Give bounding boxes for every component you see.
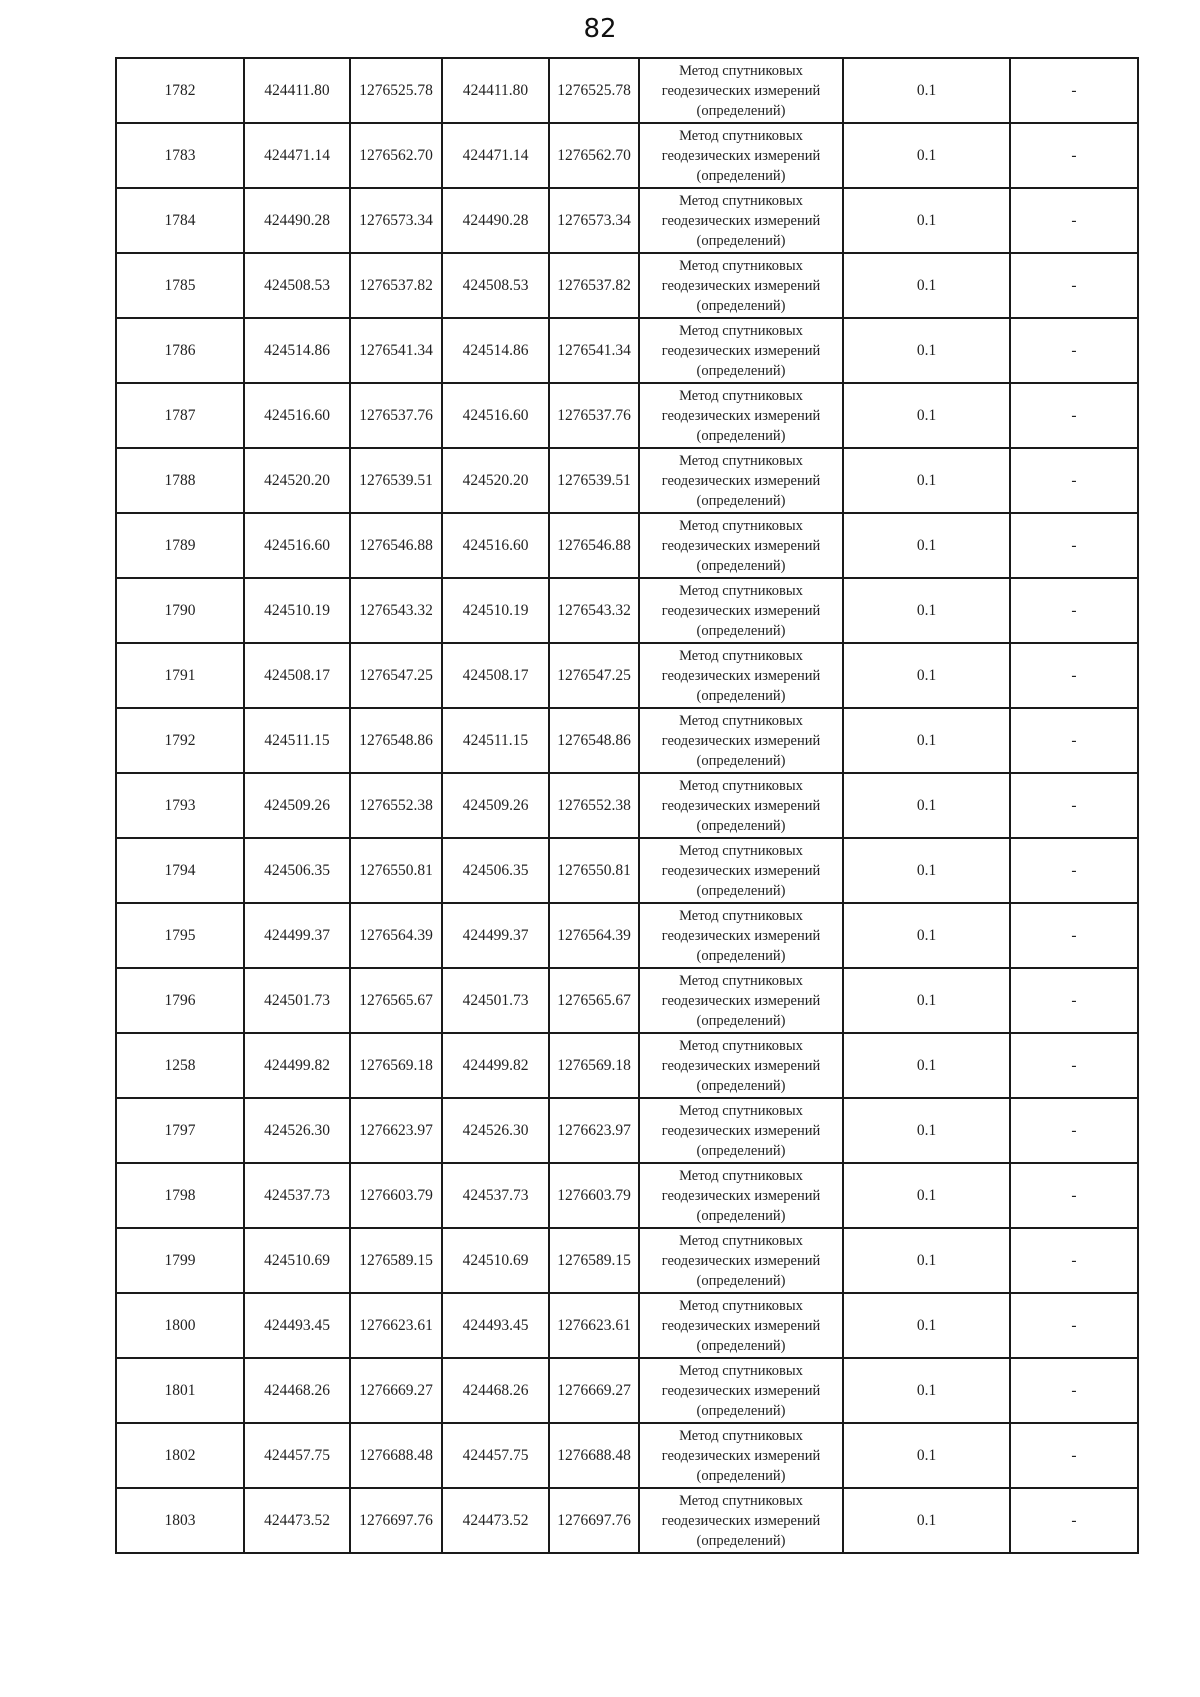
new-y-cell: 1276541.34	[549, 318, 639, 383]
table-row	[116, 903, 1138, 968]
description-cell: -	[1010, 188, 1138, 253]
existing-x-cell: 424510.19	[244, 578, 350, 643]
method-cell	[639, 708, 843, 773]
method-line: Метод спутниковых	[679, 1297, 803, 1314]
method-cell	[639, 58, 843, 123]
point-number-cell: 1799	[116, 1228, 244, 1293]
new-x-cell: 424457.75	[442, 1423, 549, 1488]
method-line: Метод спутниковых	[679, 387, 803, 404]
new-x-cell: 424520.20	[442, 448, 549, 513]
method-line: Метод спутниковых	[679, 62, 803, 79]
method-line: (определений)	[696, 232, 786, 249]
method-cell	[639, 1033, 843, 1098]
point-number-cell: 1791	[116, 643, 244, 708]
description-cell: -	[1010, 58, 1138, 123]
method-cell	[639, 968, 843, 1033]
point-number-cell: 1801	[116, 1358, 244, 1423]
method-cell	[639, 1098, 843, 1163]
description-cell: -	[1010, 578, 1138, 643]
point-number-cell: 1792	[116, 708, 244, 773]
point-number-cell: 1795	[116, 903, 244, 968]
new-y-cell: 1276552.38	[549, 773, 639, 838]
existing-x-cell: 424457.75	[244, 1423, 350, 1488]
existing-y-cell: 1276550.81	[350, 838, 442, 903]
description-cell: -	[1010, 513, 1138, 578]
method-line: геодезических измерений	[661, 82, 821, 99]
method-line: Метод спутниковых	[679, 1362, 803, 1379]
accuracy-cell: 0.1	[843, 253, 1010, 318]
accuracy-cell: 0.1	[843, 383, 1010, 448]
description-cell: -	[1010, 838, 1138, 903]
accuracy-cell: 0.1	[843, 1293, 1010, 1358]
method-line: (определений)	[696, 167, 786, 184]
description-cell: -	[1010, 708, 1138, 773]
new-x-cell: 424499.37	[442, 903, 549, 968]
new-y-cell: 1276548.86	[549, 708, 639, 773]
method-line: геодезических измерений	[661, 1382, 821, 1399]
table-row	[116, 123, 1138, 188]
existing-x-cell: 424526.30	[244, 1098, 350, 1163]
method-line: геодезических измерений	[661, 472, 821, 489]
new-y-cell: 1276669.27	[549, 1358, 639, 1423]
method-line: (определений)	[696, 687, 786, 704]
table-row	[116, 1228, 1138, 1293]
description-cell: -	[1010, 903, 1138, 968]
table-row	[116, 1163, 1138, 1228]
new-x-cell: 424526.30	[442, 1098, 549, 1163]
point-number-cell: 1793	[116, 773, 244, 838]
table-row	[116, 643, 1138, 708]
page-number: 82	[583, 14, 617, 44]
point-number-cell: 1784	[116, 188, 244, 253]
point-number-cell: 1787	[116, 383, 244, 448]
description-cell: -	[1010, 318, 1138, 383]
accuracy-cell: 0.1	[843, 1358, 1010, 1423]
point-number-cell: 1794	[116, 838, 244, 903]
method-line: геодезических измерений	[661, 667, 821, 684]
method-line: Метод спутниковых	[679, 842, 803, 859]
method-line: геодезических измерений	[661, 212, 821, 229]
point-number-cell: 1802	[116, 1423, 244, 1488]
point-number-cell: 1786	[116, 318, 244, 383]
method-line: геодезических измерений	[661, 277, 821, 294]
method-line: геодезических измерений	[661, 147, 821, 164]
existing-x-cell: 424520.20	[244, 448, 350, 513]
new-x-cell: 424508.17	[442, 643, 549, 708]
point-number-cell: 1798	[116, 1163, 244, 1228]
description-cell: -	[1010, 448, 1138, 513]
existing-x-cell: 424473.52	[244, 1488, 350, 1553]
method-line: (определений)	[696, 622, 786, 639]
existing-y-cell: 1276541.34	[350, 318, 442, 383]
method-line: геодезических измерений	[661, 797, 821, 814]
existing-y-cell: 1276565.67	[350, 968, 442, 1033]
method-cell	[639, 448, 843, 513]
method-line: геодезических измерений	[661, 1512, 821, 1529]
method-line: Метод спутниковых	[679, 777, 803, 794]
method-line: Метод спутниковых	[679, 712, 803, 729]
new-y-cell: 1276547.25	[549, 643, 639, 708]
point-number-cell: 1797	[116, 1098, 244, 1163]
existing-x-cell: 424516.60	[244, 383, 350, 448]
accuracy-cell: 0.1	[843, 513, 1010, 578]
method-cell	[639, 1423, 843, 1488]
table-row	[116, 773, 1138, 838]
new-x-cell: 424468.26	[442, 1358, 549, 1423]
method-line: Метод спутниковых	[679, 322, 803, 339]
new-x-cell: 424508.53	[442, 253, 549, 318]
method-line: (определений)	[696, 427, 786, 444]
new-y-cell: 1276565.67	[549, 968, 639, 1033]
existing-y-cell: 1276525.78	[350, 58, 442, 123]
table-row	[116, 188, 1138, 253]
existing-x-cell: 424509.26	[244, 773, 350, 838]
method-cell	[639, 1358, 843, 1423]
method-line: геодезических измерений	[661, 1057, 821, 1074]
description-cell: -	[1010, 383, 1138, 448]
existing-x-cell: 424506.35	[244, 838, 350, 903]
description-cell: -	[1010, 1423, 1138, 1488]
new-y-cell: 1276537.76	[549, 383, 639, 448]
method-line: Метод спутниковых	[679, 1492, 803, 1509]
table-row	[116, 58, 1138, 123]
method-cell	[639, 188, 843, 253]
existing-y-cell: 1276697.76	[350, 1488, 442, 1553]
method-line: Метод спутниковых	[679, 192, 803, 209]
new-y-cell: 1276546.88	[549, 513, 639, 578]
method-line: геодезических измерений	[661, 602, 821, 619]
new-y-cell: 1276543.32	[549, 578, 639, 643]
method-line: (определений)	[696, 1467, 786, 1484]
existing-x-cell: 424514.86	[244, 318, 350, 383]
accuracy-cell: 0.1	[843, 1488, 1010, 1553]
method-line: (определений)	[696, 1402, 786, 1419]
accuracy-cell: 0.1	[843, 903, 1010, 968]
method-line: (определений)	[696, 557, 786, 574]
point-number-cell: 1800	[116, 1293, 244, 1358]
accuracy-cell: 0.1	[843, 838, 1010, 903]
method-line: (определений)	[696, 1207, 786, 1224]
table-body	[116, 58, 1138, 1553]
description-cell: -	[1010, 1488, 1138, 1553]
existing-y-cell: 1276537.82	[350, 253, 442, 318]
method-line: геодезических измерений	[661, 342, 821, 359]
description-cell: -	[1010, 1358, 1138, 1423]
new-x-cell: 424516.60	[442, 513, 549, 578]
point-number-cell: 1785	[116, 253, 244, 318]
existing-x-cell: 424516.60	[244, 513, 350, 578]
accuracy-cell: 0.1	[843, 123, 1010, 188]
point-number-cell: 1803	[116, 1488, 244, 1553]
table-row	[116, 318, 1138, 383]
existing-y-cell: 1276543.32	[350, 578, 442, 643]
method-line: (определений)	[696, 1077, 786, 1094]
existing-x-cell: 424468.26	[244, 1358, 350, 1423]
table-row	[116, 708, 1138, 773]
method-cell	[639, 1228, 843, 1293]
table-row	[116, 1098, 1138, 1163]
method-cell	[639, 253, 843, 318]
description-cell: -	[1010, 1293, 1138, 1358]
new-x-cell: 424509.26	[442, 773, 549, 838]
existing-y-cell: 1276623.97	[350, 1098, 442, 1163]
method-cell	[639, 383, 843, 448]
description-cell: -	[1010, 1228, 1138, 1293]
coordinates-table	[115, 57, 1139, 1554]
new-y-cell: 1276688.48	[549, 1423, 639, 1488]
method-line: геодезических измерений	[661, 862, 821, 879]
point-number-cell: 1258	[116, 1033, 244, 1098]
existing-x-cell: 424501.73	[244, 968, 350, 1033]
method-line: геодезических измерений	[661, 1187, 821, 1204]
accuracy-cell: 0.1	[843, 1163, 1010, 1228]
method-line: геодезических измерений	[661, 732, 821, 749]
table-row	[116, 838, 1138, 903]
method-line: (определений)	[696, 947, 786, 964]
accuracy-cell: 0.1	[843, 708, 1010, 773]
method-cell	[639, 123, 843, 188]
table-row	[116, 578, 1138, 643]
point-number-cell: 1783	[116, 123, 244, 188]
new-y-cell: 1276564.39	[549, 903, 639, 968]
accuracy-cell: 0.1	[843, 578, 1010, 643]
existing-x-cell: 424508.53	[244, 253, 350, 318]
new-x-cell: 424510.19	[442, 578, 549, 643]
method-line: (определений)	[696, 492, 786, 509]
new-x-cell: 424411.80	[442, 58, 549, 123]
new-x-cell: 424511.15	[442, 708, 549, 773]
existing-y-cell: 1276537.76	[350, 383, 442, 448]
method-line: (определений)	[696, 297, 786, 314]
new-y-cell: 1276623.61	[549, 1293, 639, 1358]
new-x-cell: 424499.82	[442, 1033, 549, 1098]
accuracy-cell: 0.1	[843, 773, 1010, 838]
existing-x-cell: 424508.17	[244, 643, 350, 708]
description-cell: -	[1010, 1163, 1138, 1228]
existing-x-cell: 424471.14	[244, 123, 350, 188]
new-x-cell: 424514.86	[442, 318, 549, 383]
method-line: Метод спутниковых	[679, 452, 803, 469]
existing-y-cell: 1276546.88	[350, 513, 442, 578]
table-row	[116, 448, 1138, 513]
method-cell	[639, 1163, 843, 1228]
method-line: Метод спутниковых	[679, 1232, 803, 1249]
method-cell	[639, 578, 843, 643]
new-y-cell: 1276562.70	[549, 123, 639, 188]
existing-y-cell: 1276603.79	[350, 1163, 442, 1228]
method-line: (определений)	[696, 1142, 786, 1159]
method-line: геодезических измерений	[661, 537, 821, 554]
method-line: Метод спутниковых	[679, 1102, 803, 1119]
table-row	[116, 1423, 1138, 1488]
new-y-cell: 1276589.15	[549, 1228, 639, 1293]
method-line: Метод спутниковых	[679, 1427, 803, 1444]
new-y-cell: 1276697.76	[549, 1488, 639, 1553]
existing-y-cell: 1276569.18	[350, 1033, 442, 1098]
method-cell	[639, 773, 843, 838]
method-line: (определений)	[696, 817, 786, 834]
new-x-cell: 424516.60	[442, 383, 549, 448]
new-x-cell: 424493.45	[442, 1293, 549, 1358]
new-y-cell: 1276569.18	[549, 1033, 639, 1098]
table-row	[116, 1358, 1138, 1423]
point-number-cell: 1789	[116, 513, 244, 578]
method-line: геодезических измерений	[661, 927, 821, 944]
table-row	[116, 968, 1138, 1033]
table-row	[116, 1033, 1138, 1098]
existing-y-cell: 1276552.38	[350, 773, 442, 838]
point-number-cell: 1790	[116, 578, 244, 643]
new-y-cell: 1276525.78	[549, 58, 639, 123]
new-y-cell: 1276537.82	[549, 253, 639, 318]
method-line: геодезических измерений	[661, 992, 821, 1009]
point-number-cell: 1796	[116, 968, 244, 1033]
method-line: (определений)	[696, 1012, 786, 1029]
description-cell: -	[1010, 123, 1138, 188]
method-line: геодезических измерений	[661, 1447, 821, 1464]
accuracy-cell: 0.1	[843, 318, 1010, 383]
method-line: Метод спутниковых	[679, 517, 803, 534]
method-line: Метод спутниковых	[679, 907, 803, 924]
existing-x-cell: 424537.73	[244, 1163, 350, 1228]
method-cell	[639, 838, 843, 903]
table-row	[116, 1488, 1138, 1553]
existing-y-cell: 1276564.39	[350, 903, 442, 968]
method-line: Метод спутниковых	[679, 972, 803, 989]
existing-y-cell: 1276547.25	[350, 643, 442, 708]
table-row	[116, 253, 1138, 318]
point-number-cell: 1788	[116, 448, 244, 513]
table-row	[116, 513, 1138, 578]
existing-x-cell: 424499.82	[244, 1033, 350, 1098]
method-line: геодезических измерений	[661, 1317, 821, 1334]
method-line: (определений)	[696, 362, 786, 379]
method-line: геодезических измерений	[661, 407, 821, 424]
existing-x-cell: 424490.28	[244, 188, 350, 253]
method-line: Метод спутниковых	[679, 257, 803, 274]
method-line: (определений)	[696, 102, 786, 119]
new-x-cell: 424506.35	[442, 838, 549, 903]
method-line: (определений)	[696, 882, 786, 899]
existing-x-cell: 424493.45	[244, 1293, 350, 1358]
description-cell: -	[1010, 1033, 1138, 1098]
new-y-cell: 1276550.81	[549, 838, 639, 903]
existing-y-cell: 1276539.51	[350, 448, 442, 513]
existing-x-cell: 424511.15	[244, 708, 350, 773]
method-line: (определений)	[696, 1272, 786, 1289]
method-line: Метод спутниковых	[679, 127, 803, 144]
accuracy-cell: 0.1	[843, 1033, 1010, 1098]
accuracy-cell: 0.1	[843, 643, 1010, 708]
method-cell	[639, 1488, 843, 1553]
existing-x-cell: 424499.37	[244, 903, 350, 968]
table-row	[116, 1293, 1138, 1358]
description-cell: -	[1010, 968, 1138, 1033]
new-x-cell: 424471.14	[442, 123, 549, 188]
point-number-cell: 1782	[116, 58, 244, 123]
new-x-cell: 424510.69	[442, 1228, 549, 1293]
method-line: (определений)	[696, 1532, 786, 1549]
existing-y-cell: 1276562.70	[350, 123, 442, 188]
new-x-cell: 424501.73	[442, 968, 549, 1033]
existing-y-cell: 1276669.27	[350, 1358, 442, 1423]
accuracy-cell: 0.1	[843, 448, 1010, 513]
new-x-cell: 424473.52	[442, 1488, 549, 1553]
new-x-cell: 424537.73	[442, 1163, 549, 1228]
accuracy-cell: 0.1	[843, 58, 1010, 123]
description-cell: -	[1010, 643, 1138, 708]
accuracy-cell: 0.1	[843, 968, 1010, 1033]
existing-y-cell: 1276688.48	[350, 1423, 442, 1488]
method-line: Метод спутниковых	[679, 582, 803, 599]
table-row	[116, 383, 1138, 448]
accuracy-cell: 0.1	[843, 1098, 1010, 1163]
method-line: геодезических измерений	[661, 1252, 821, 1269]
existing-x-cell: 424510.69	[244, 1228, 350, 1293]
method-line: Метод спутниковых	[679, 1037, 803, 1054]
existing-y-cell: 1276573.34	[350, 188, 442, 253]
method-cell	[639, 903, 843, 968]
new-y-cell: 1276623.97	[549, 1098, 639, 1163]
new-y-cell: 1276603.79	[549, 1163, 639, 1228]
method-cell	[639, 318, 843, 383]
method-line: (определений)	[696, 1337, 786, 1354]
accuracy-cell: 0.1	[843, 1228, 1010, 1293]
method-line: (определений)	[696, 752, 786, 769]
description-cell: -	[1010, 773, 1138, 838]
existing-x-cell: 424411.80	[244, 58, 350, 123]
method-cell	[639, 1293, 843, 1358]
method-line: Метод спутниковых	[679, 1167, 803, 1184]
existing-y-cell: 1276548.86	[350, 708, 442, 773]
new-y-cell: 1276539.51	[549, 448, 639, 513]
method-line: Метод спутниковых	[679, 647, 803, 664]
description-cell: -	[1010, 1098, 1138, 1163]
method-cell	[639, 643, 843, 708]
new-y-cell: 1276573.34	[549, 188, 639, 253]
existing-y-cell: 1276623.61	[350, 1293, 442, 1358]
method-cell	[639, 513, 843, 578]
accuracy-cell: 0.1	[843, 1423, 1010, 1488]
method-line: геодезических измерений	[661, 1122, 821, 1139]
new-x-cell: 424490.28	[442, 188, 549, 253]
accuracy-cell: 0.1	[843, 188, 1010, 253]
description-cell: -	[1010, 253, 1138, 318]
existing-y-cell: 1276589.15	[350, 1228, 442, 1293]
